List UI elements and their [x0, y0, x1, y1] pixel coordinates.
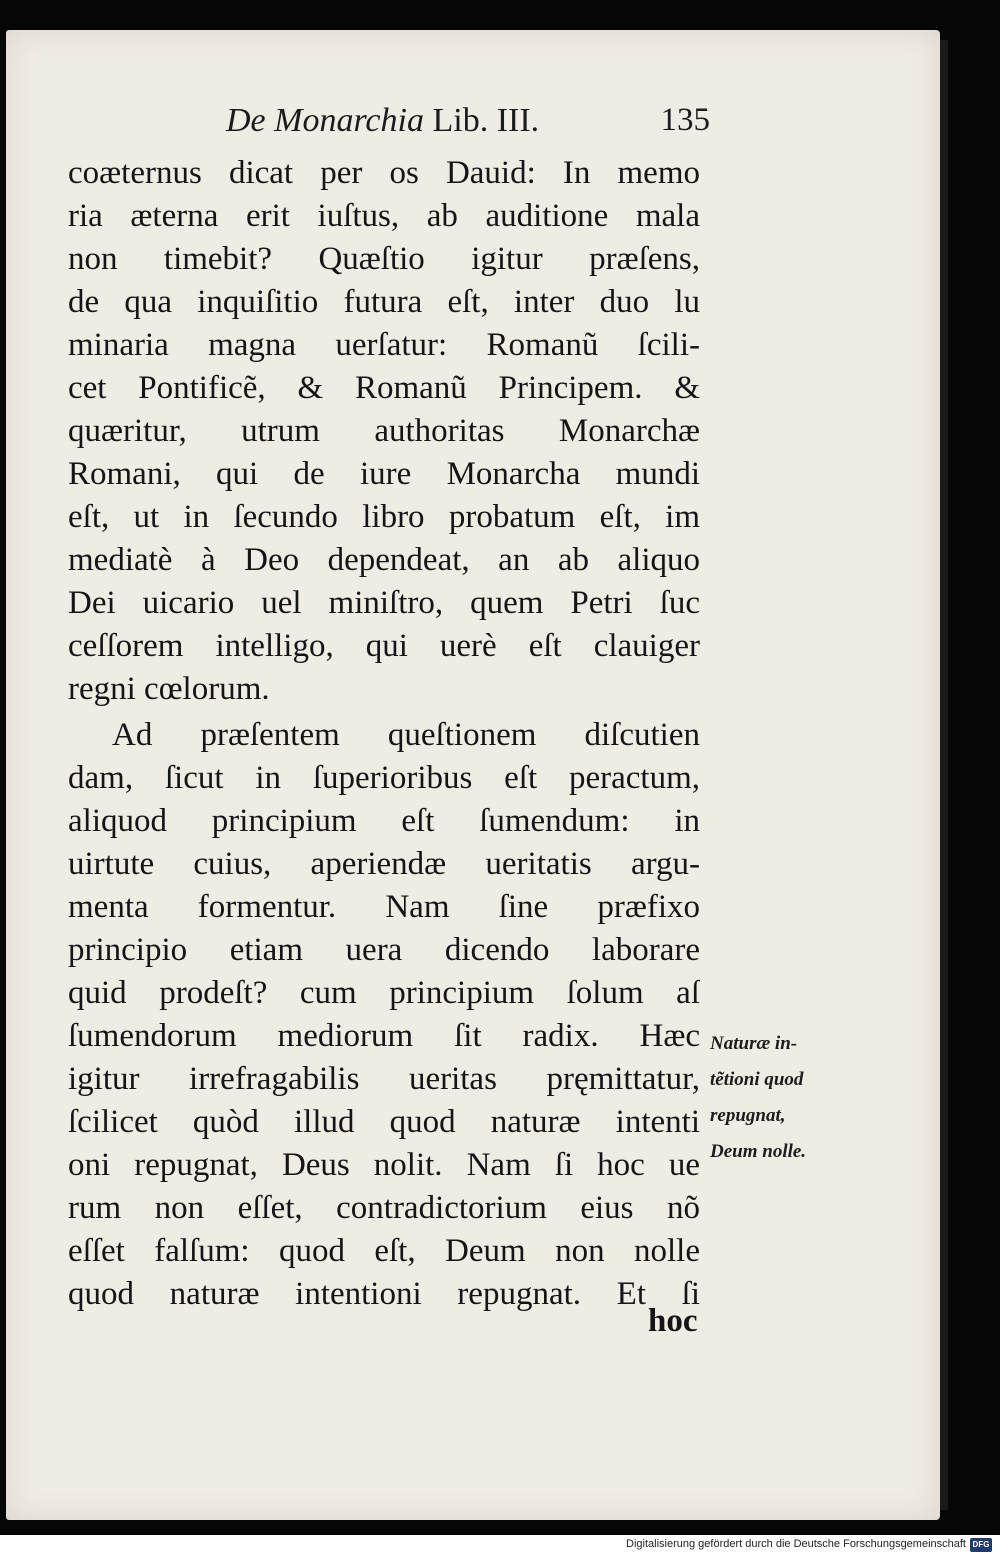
text-line: ſcilicet quòd illud quod naturæ intenti: [68, 1104, 700, 1140]
text-line: oni repugnat, Deus nolit. Nam ſi hoc ue: [68, 1147, 700, 1183]
text-line: coæternus dicat per os Dauid: In memo: [68, 155, 700, 191]
page-number: 135: [660, 102, 710, 138]
text-line: minaria magna uerſatur: Romanũ ſcili-: [68, 327, 700, 363]
text-line: quod naturæ intentioni repugnat. Et ſi: [68, 1276, 700, 1312]
dfg-logo-icon: DFG: [970, 1538, 992, 1552]
digitization-credit: Digitalisierung gefördert durch die Deutsche Forschungsgemeinschaft: [626, 1538, 966, 1550]
text-line: cet Pontificẽ, & Romanũ Principem. &: [68, 370, 700, 406]
text-line: eſſet falſum: quod eſt, Deum non nolle: [68, 1233, 700, 1269]
marginal-note-line: Deum nolle.: [710, 1141, 807, 1162]
text-line: aliquod principium eſt ſumendum: in: [68, 803, 700, 839]
text-line: Dei uicario uel miniſtro, quem Petri ſuc: [68, 585, 700, 621]
text-line: de qua inquiſitio futura eſt, inter duo lu: [68, 284, 700, 320]
marginal-note: [710, 1026, 860, 1170]
body-text: [68, 152, 700, 1316]
text-line: mediatè à Deo dependeat, an ab aliquo: [68, 542, 700, 578]
text-line: principio etiam uera dicendo laborare: [68, 932, 700, 968]
text-line: non timebit? Quæſtio igitur præſens,: [68, 241, 700, 277]
catchword: hoc: [648, 1303, 698, 1339]
text-line: menta formentur. Nam ſine præfixo: [68, 889, 700, 925]
text-line: regni cœlorum.: [68, 671, 270, 707]
text-line: igitur irrefragabilis ueritas pręmittatur,: [68, 1061, 700, 1097]
text-line: quid prodeſt? cum principium ſolum aſ: [68, 975, 700, 1011]
running-head: [70, 102, 710, 152]
marginal-note-line: tẽtioni quod: [710, 1069, 804, 1090]
running-title-italic: De Monarchia: [226, 102, 424, 139]
marginal-note-line: repugnat,: [710, 1105, 786, 1126]
running-title: [226, 102, 539, 140]
marginal-note-line: Naturæ in-: [710, 1033, 798, 1054]
text-line: ceſſorem intelligo, qui uerè eſt clauiger: [68, 628, 700, 664]
text-line: ria æterna erit iuſtus, ab auditione mala: [68, 198, 700, 234]
text-line: Romani, qui de iure Monarcha mundi: [68, 456, 700, 492]
text-line: ſumendorum mediorum ſit radix. Hæc: [68, 1018, 700, 1054]
text-line: dam, ſicut in ſuperioribus eſt peractum,: [68, 760, 700, 796]
text-line: Ad præſentem queſtionem diſcutien: [112, 717, 700, 753]
page-edge: [940, 40, 948, 1510]
text-line: rum non eſſet, contradictorium eius nõ: [68, 1190, 700, 1226]
text-line: eſt, ut in ſecundo libro probatum eſt, im: [68, 499, 700, 535]
text-line: quæritur, utrum authoritas Monarchæ: [68, 413, 700, 449]
running-title-book: Lib. III.: [423, 102, 540, 139]
text-line: uirtute cuius, aperiendæ ueritatis argu-: [68, 846, 700, 882]
